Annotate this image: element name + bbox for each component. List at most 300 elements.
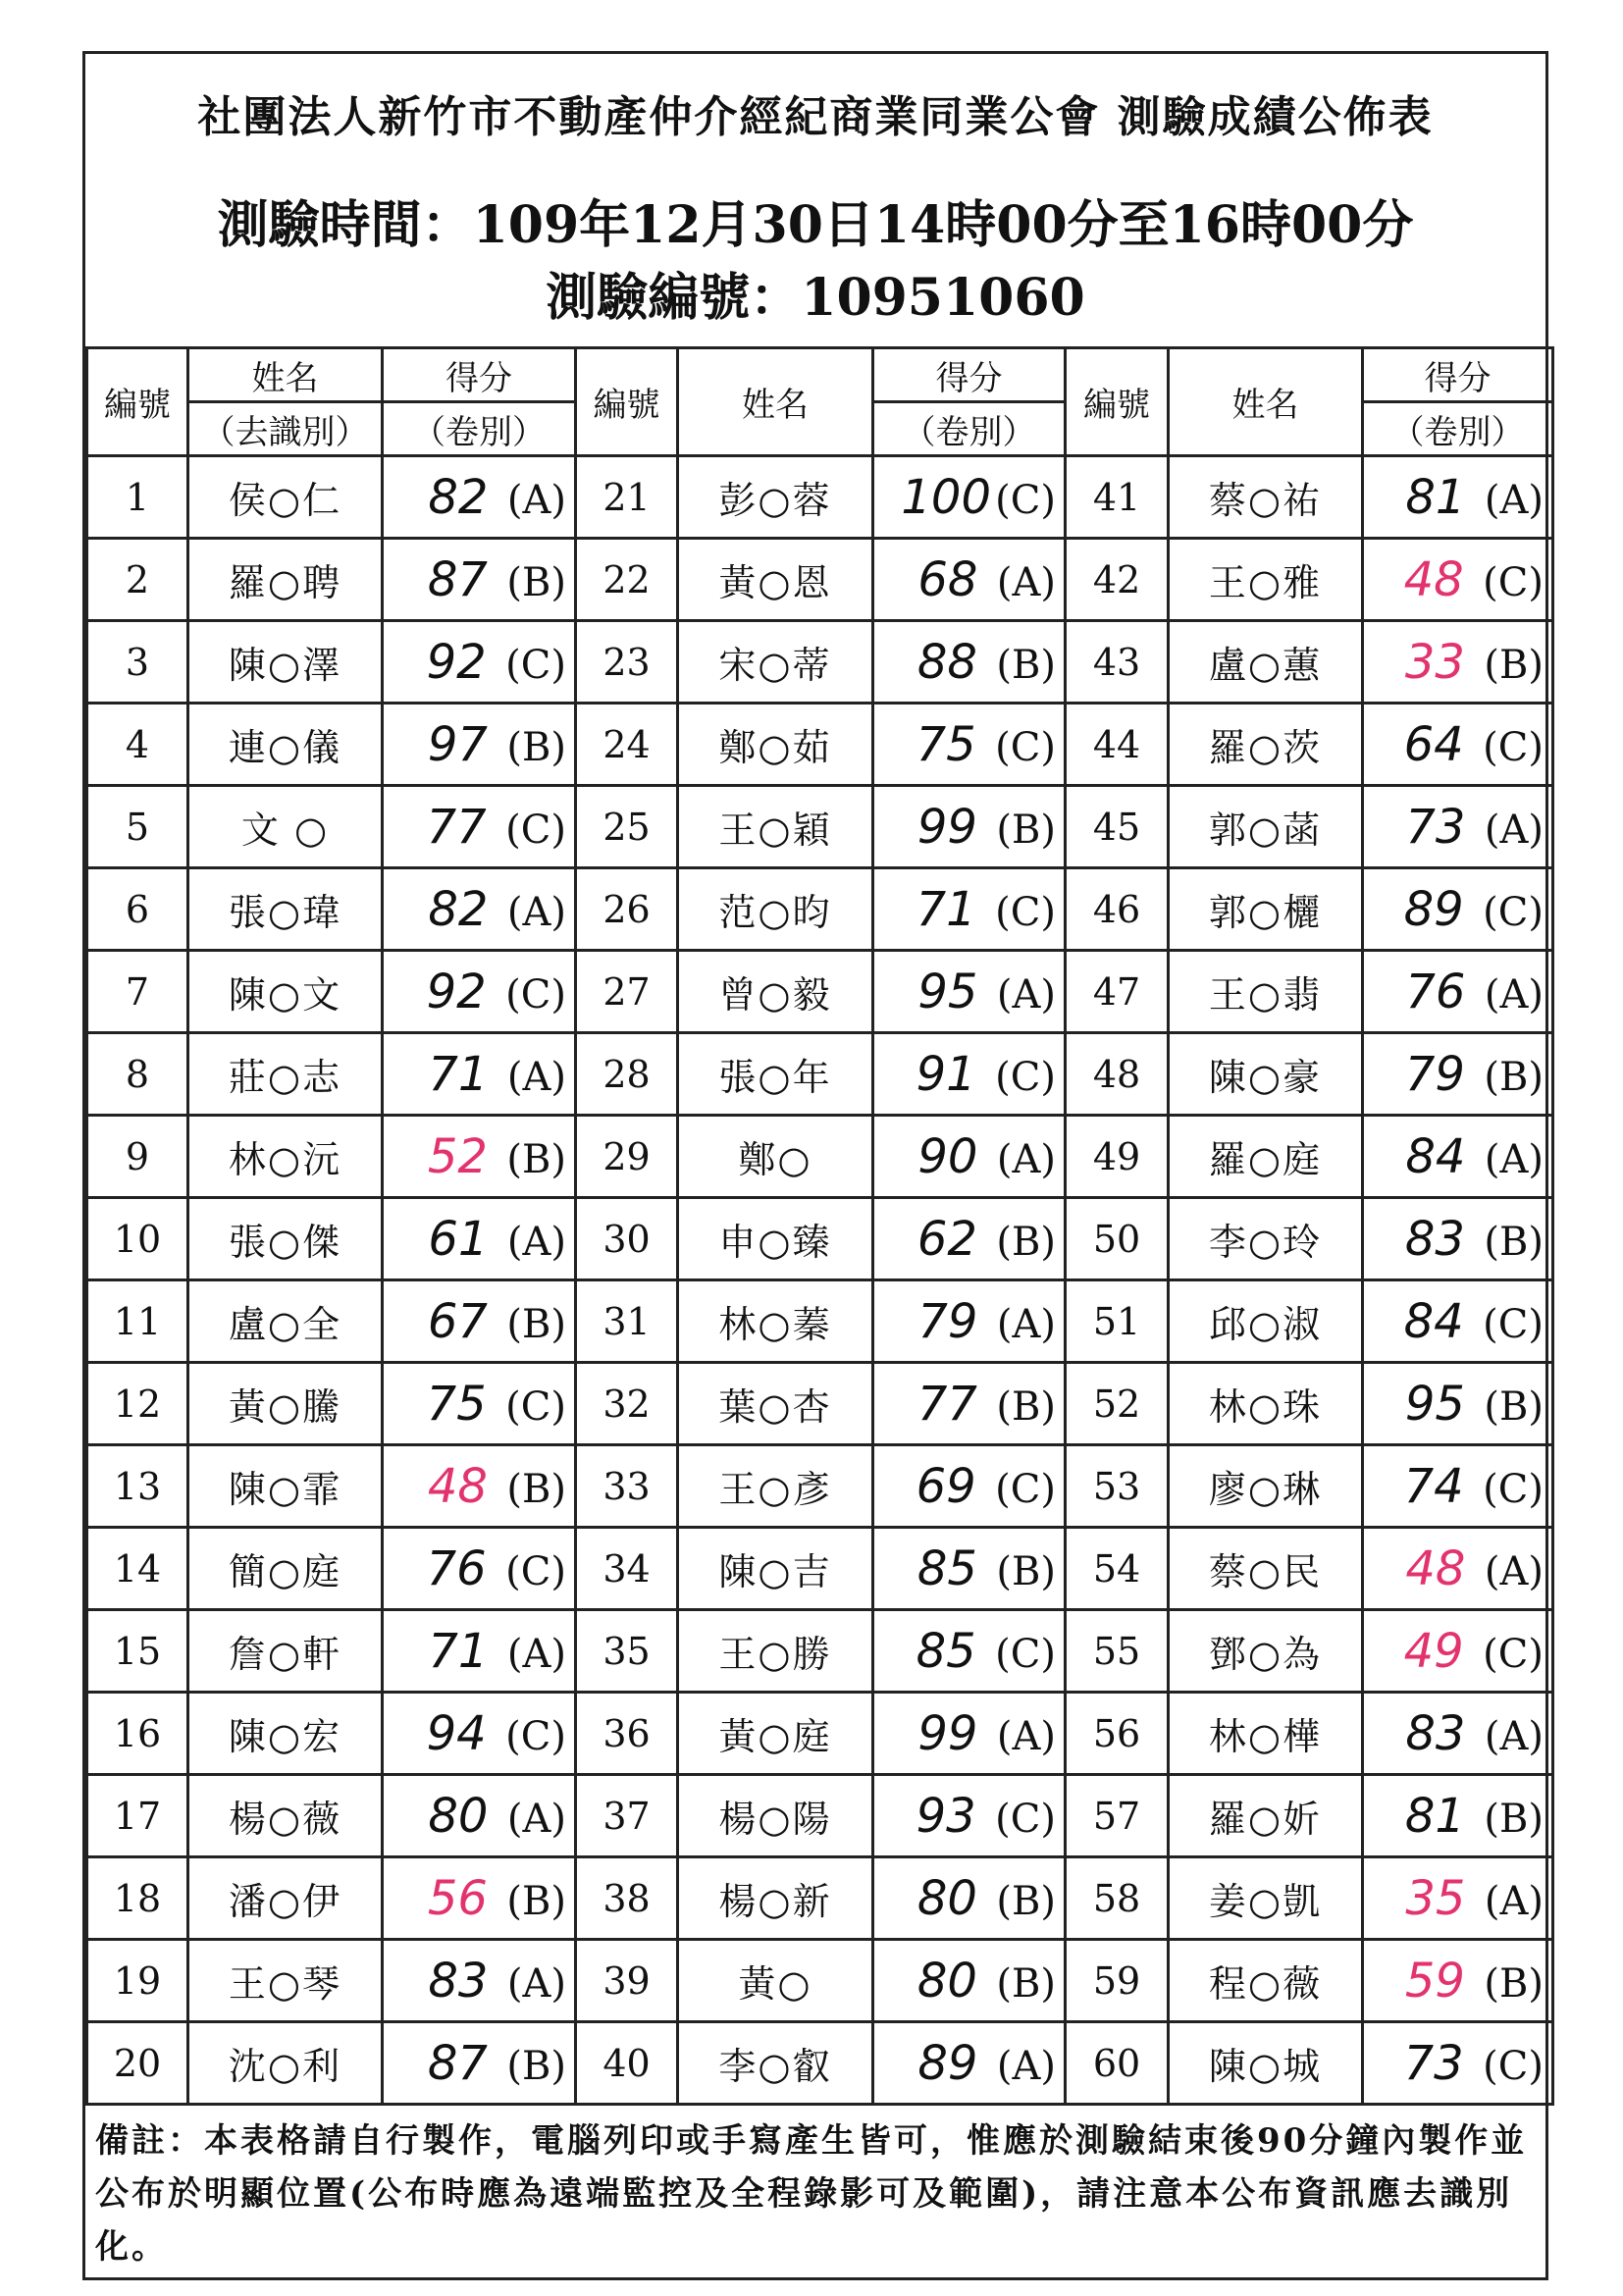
score-cell xyxy=(873,1116,1066,1198)
paper-type: (A) xyxy=(506,889,566,935)
paper-type: (A) xyxy=(996,2043,1056,2089)
row-number: 10 xyxy=(87,1198,188,1280)
score-value: 71 xyxy=(428,1046,489,1102)
score-cell xyxy=(873,704,1066,786)
row-number: 33 xyxy=(576,1445,678,1528)
score-value: 64 xyxy=(1403,716,1464,772)
paper-type: (B) xyxy=(996,1548,1056,1594)
score-value: 48 xyxy=(1405,1540,1466,1596)
row-number: 4 xyxy=(87,704,188,786)
row-number: 19 xyxy=(87,1940,188,2022)
score-value: 95 xyxy=(917,964,978,1019)
score-cell xyxy=(1363,1528,1553,1610)
score-value: 48 xyxy=(1403,551,1464,607)
sheet-header xyxy=(85,54,1545,349)
row-number: 36 xyxy=(576,1693,678,1775)
paper-type: (B) xyxy=(1484,1054,1544,1100)
score-value: 73 xyxy=(1403,2035,1464,2091)
examinee-name: 王○穎 xyxy=(678,786,873,868)
paper-type: (C) xyxy=(995,1796,1056,1842)
exam-time: 測驗時間：109年12月30日14時00分至16時00分 xyxy=(217,195,1414,255)
paper-type: (B) xyxy=(996,1219,1056,1265)
row-number: 48 xyxy=(1066,1033,1169,1116)
score-cell xyxy=(383,1528,576,1610)
row-number: 46 xyxy=(1066,868,1169,951)
exam-code: 測驗編號：10951060 xyxy=(546,268,1085,328)
paper-type: (B) xyxy=(506,2043,566,2089)
examinee-name: 宋○蒂 xyxy=(678,621,873,704)
paper-type: (C) xyxy=(995,1054,1056,1100)
row-number: 22 xyxy=(576,539,678,621)
score-cell xyxy=(1363,2022,1553,2105)
score-value: 90 xyxy=(917,1128,978,1184)
score-cell xyxy=(1363,1693,1553,1775)
row-number: 29 xyxy=(576,1116,678,1198)
score-value: 79 xyxy=(917,1293,978,1349)
score-value: 76 xyxy=(1405,964,1466,1019)
examinee-name: 林○珠 xyxy=(1169,1363,1363,1445)
score-value: 87 xyxy=(427,2035,488,2091)
score-value: 56 xyxy=(427,1870,488,1926)
row-number: 41 xyxy=(1066,456,1169,539)
row-number: 13 xyxy=(87,1445,188,1528)
score-cell xyxy=(873,621,1066,704)
row-number: 27 xyxy=(576,951,678,1033)
paper-type: (A) xyxy=(996,559,1056,605)
col-name: 姓名 xyxy=(188,348,383,402)
examinee-name: 盧○全 xyxy=(188,1280,383,1363)
score-value: 82 xyxy=(428,469,489,525)
row-number: 42 xyxy=(1066,539,1169,621)
row-number: 26 xyxy=(576,868,678,951)
row-number: 43 xyxy=(1066,621,1169,704)
score-cell xyxy=(873,1445,1066,1528)
paper-type: (C) xyxy=(995,477,1056,523)
score-value: 81 xyxy=(1404,1788,1465,1844)
score-value: 84 xyxy=(1405,1128,1466,1184)
score-cell xyxy=(873,1033,1066,1116)
examinee-name: 文 ○ xyxy=(188,786,383,868)
paper-type: (B) xyxy=(996,807,1056,853)
score-cell xyxy=(1363,951,1553,1033)
examinee-name: 莊○志 xyxy=(188,1033,383,1116)
row-number: 11 xyxy=(87,1280,188,1363)
paper-type: (B) xyxy=(996,1878,1056,1924)
paper-type: (B) xyxy=(1484,1219,1544,1265)
score-cell xyxy=(873,1693,1066,1775)
paper-type: (A) xyxy=(1484,477,1544,523)
examinee-name: 陳○霏 xyxy=(188,1445,383,1528)
examinee-name: 廖○琳 xyxy=(1169,1445,1363,1528)
table-row xyxy=(87,1363,1553,1445)
score-value: 83 xyxy=(428,1953,489,2009)
row-number: 54 xyxy=(1066,1528,1169,1610)
score-cell xyxy=(1363,786,1553,868)
score-value: 33 xyxy=(1404,634,1465,690)
score-value: 91 xyxy=(916,1046,976,1102)
score-cell xyxy=(1363,1775,1553,1857)
examinee-name: 盧○蕙 xyxy=(1169,621,1363,704)
score-cell xyxy=(383,1693,576,1775)
paper-type: (B) xyxy=(506,1466,566,1512)
score-cell xyxy=(1363,456,1553,539)
score-value: 74 xyxy=(1403,1458,1464,1514)
paper-type: (C) xyxy=(1483,1631,1544,1677)
examinee-name: 郭○菡 xyxy=(1169,786,1363,868)
row-number: 47 xyxy=(1066,951,1169,1033)
examinee-name: 沈○利 xyxy=(188,2022,383,2105)
score-cell xyxy=(873,1940,1066,2022)
score-cell xyxy=(873,1775,1066,1857)
paper-type: (B) xyxy=(506,1301,566,1347)
paper-type: (C) xyxy=(1483,2043,1544,2089)
paper-type: (B) xyxy=(506,1878,566,1924)
score-cell xyxy=(383,786,576,868)
paper-type: (A) xyxy=(506,1796,566,1842)
score-value: 88 xyxy=(916,634,977,690)
examinee-name: 鄭○茹 xyxy=(678,704,873,786)
score-cell xyxy=(383,1198,576,1280)
paper-type: (A) xyxy=(506,1960,566,2007)
examinee-name: 張○瑋 xyxy=(188,868,383,951)
score-cell xyxy=(873,456,1066,539)
score-cell xyxy=(383,1775,576,1857)
score-cell xyxy=(383,456,576,539)
examinee-name: 申○臻 xyxy=(678,1198,873,1280)
score-value: 75 xyxy=(916,716,976,772)
row-number: 2 xyxy=(87,539,188,621)
score-value: 84 xyxy=(1403,1293,1464,1349)
paper-type: (A) xyxy=(1484,1548,1544,1594)
paper-type: (C) xyxy=(995,1631,1056,1677)
score-cell xyxy=(1363,1116,1553,1198)
table-row xyxy=(87,1116,1553,1198)
row-number: 5 xyxy=(87,786,188,868)
paper-type: (C) xyxy=(505,807,566,853)
row-number: 28 xyxy=(576,1033,678,1116)
examinee-name: 程○薇 xyxy=(1169,1940,1363,2022)
row-number: 49 xyxy=(1066,1116,1169,1198)
score-cell xyxy=(873,951,1066,1033)
score-value: 95 xyxy=(1404,1376,1465,1432)
table-row xyxy=(87,456,1553,539)
examinee-name: 侯○仁 xyxy=(188,456,383,539)
examinee-name: 王○勝 xyxy=(678,1610,873,1693)
sheet-title: 社團法人新竹市不動產仲介經紀商業同業公會 測驗成績公佈表 xyxy=(197,92,1434,142)
row-number: 15 xyxy=(87,1610,188,1693)
paper-type: (C) xyxy=(505,1548,566,1594)
score-value: 59 xyxy=(1404,1953,1465,2009)
score-value: 92 xyxy=(426,964,487,1019)
examinee-name: 蔡○民 xyxy=(1169,1528,1363,1610)
paper-type: (A) xyxy=(506,1054,566,1100)
score-cell xyxy=(873,1610,1066,1693)
row-number: 51 xyxy=(1066,1280,1169,1363)
table-row xyxy=(87,951,1553,1033)
paper-type: (A) xyxy=(996,971,1056,1018)
score-cell xyxy=(1363,1363,1553,1445)
score-value: 85 xyxy=(916,1540,977,1596)
table-row xyxy=(87,1528,1553,1610)
row-number: 35 xyxy=(576,1610,678,1693)
table-row xyxy=(87,1198,1553,1280)
score-cell xyxy=(383,1940,576,2022)
paper-type: (B) xyxy=(506,559,566,605)
score-sheet xyxy=(82,51,1548,2280)
score-cell xyxy=(1363,1857,1553,1940)
col-number: 編號 xyxy=(576,348,678,456)
paper-type: (B) xyxy=(506,1136,566,1182)
examinee-name: 連○儀 xyxy=(188,704,383,786)
examinee-name: 王○彥 xyxy=(678,1445,873,1528)
row-number: 23 xyxy=(576,621,678,704)
score-value: 52 xyxy=(427,1128,488,1184)
score-cell xyxy=(873,1528,1066,1610)
score-value: 80 xyxy=(916,1953,977,2009)
col-score: 得分 xyxy=(383,348,576,402)
footer-note: 備註：本表格請自行製作，電腦列印或手寫產生皆可，惟應於測驗結束後90分鐘內製作並公布於明顯位置(公布時應為遠端監控及全程錄影可及範圍)，請注意本公布資訊應去識別化。 xyxy=(95,2121,1528,2267)
row-number: 52 xyxy=(1066,1363,1169,1445)
paper-type: (C) xyxy=(505,642,566,688)
examinee-name: 李○叡 xyxy=(678,2022,873,2105)
row-number: 25 xyxy=(576,786,678,868)
score-value: 79 xyxy=(1404,1046,1465,1102)
row-number: 53 xyxy=(1066,1445,1169,1528)
row-number: 14 xyxy=(87,1528,188,1610)
examinee-name: 姜○凱 xyxy=(1169,1857,1363,1940)
row-number: 12 xyxy=(87,1363,188,1445)
score-value: 87 xyxy=(427,551,488,607)
score-value: 77 xyxy=(426,799,487,855)
examinee-name: 陳○文 xyxy=(188,951,383,1033)
examinee-name: 簡○庭 xyxy=(188,1528,383,1610)
paper-type: (B) xyxy=(996,1960,1056,2007)
score-value: 83 xyxy=(1404,1211,1465,1267)
score-value: 75 xyxy=(426,1376,487,1432)
examinee-name: 彭○蓉 xyxy=(678,456,873,539)
paper-type: (A) xyxy=(506,477,566,523)
row-number: 31 xyxy=(576,1280,678,1363)
score-cell xyxy=(383,1280,576,1363)
row-number: 56 xyxy=(1066,1693,1169,1775)
score-value: 69 xyxy=(916,1458,976,1514)
examinee-name: 楊○新 xyxy=(678,1857,873,1940)
examinee-name: 黃○恩 xyxy=(678,539,873,621)
examinee-name: 張○年 xyxy=(678,1033,873,1116)
table-row xyxy=(87,539,1553,621)
row-number: 37 xyxy=(576,1775,678,1857)
examinee-name: 羅○妡 xyxy=(1169,1775,1363,1857)
examinee-name: 陳○城 xyxy=(1169,2022,1363,2105)
score-value: 76 xyxy=(426,1540,487,1596)
row-number: 1 xyxy=(87,456,188,539)
examinee-name: 邱○淑 xyxy=(1169,1280,1363,1363)
row-number: 58 xyxy=(1066,1857,1169,1940)
row-number: 50 xyxy=(1066,1198,1169,1280)
paper-type: (C) xyxy=(1483,889,1544,935)
paper-type: (C) xyxy=(505,1713,566,1759)
score-value: 81 xyxy=(1405,469,1466,525)
table-row xyxy=(87,2022,1553,2105)
table-row xyxy=(87,1610,1553,1693)
score-cell xyxy=(1363,1940,1553,2022)
paper-type: (A) xyxy=(1484,807,1544,853)
score-value: 61 xyxy=(428,1211,489,1267)
score-cell xyxy=(873,1857,1066,1940)
score-value: 67 xyxy=(427,1293,488,1349)
score-cell xyxy=(383,1363,576,1445)
score-value: 62 xyxy=(916,1211,977,1267)
score-cell xyxy=(873,786,1066,868)
score-cell xyxy=(1363,1198,1553,1280)
examinee-name: 李○玲 xyxy=(1169,1198,1363,1280)
score-cell xyxy=(873,1280,1066,1363)
row-number: 17 xyxy=(87,1775,188,1857)
paper-type: (A) xyxy=(996,1136,1056,1182)
examinee-name: 林○樺 xyxy=(1169,1693,1363,1775)
row-number: 9 xyxy=(87,1116,188,1198)
row-number: 40 xyxy=(576,2022,678,2105)
examinee-name: 詹○軒 xyxy=(188,1610,383,1693)
row-number: 55 xyxy=(1066,1610,1169,1693)
col-name: 姓名 xyxy=(678,348,873,456)
col-score-sub: （卷別） xyxy=(873,402,1066,456)
examinee-name: 陳○宏 xyxy=(188,1693,383,1775)
score-cell xyxy=(1363,621,1553,704)
examinee-name: 潘○伊 xyxy=(188,1857,383,1940)
score-cell xyxy=(383,868,576,951)
paper-type: (B) xyxy=(996,642,1056,688)
examinee-name: 羅○聘 xyxy=(188,539,383,621)
score-cell xyxy=(383,1445,576,1528)
row-number: 18 xyxy=(87,1857,188,1940)
table-row xyxy=(87,1445,1553,1528)
row-number: 21 xyxy=(576,456,678,539)
row-number: 7 xyxy=(87,951,188,1033)
paper-type: (A) xyxy=(506,1631,566,1677)
score-value: 48 xyxy=(427,1458,488,1514)
score-value: 68 xyxy=(917,551,978,607)
score-value: 49 xyxy=(1403,1623,1464,1679)
score-value: 93 xyxy=(916,1788,976,1844)
table-row xyxy=(87,621,1553,704)
examinee-name: 王○琴 xyxy=(188,1940,383,2022)
score-value: 100 xyxy=(901,469,991,525)
paper-type: (B) xyxy=(1484,1796,1544,1842)
table-row xyxy=(87,1280,1553,1363)
row-number: 39 xyxy=(576,1940,678,2022)
row-number: 8 xyxy=(87,1033,188,1116)
examinee-name: 范○昀 xyxy=(678,868,873,951)
examinee-name: 楊○陽 xyxy=(678,1775,873,1857)
col-score-sub: （卷別） xyxy=(1363,402,1553,456)
score-value: 71 xyxy=(916,881,976,937)
examinee-name: 陳○豪 xyxy=(1169,1033,1363,1116)
score-cell xyxy=(1363,704,1553,786)
col-score-sub: （卷別） xyxy=(383,402,576,456)
row-number: 44 xyxy=(1066,704,1169,786)
examinee-name: 王○雅 xyxy=(1169,539,1363,621)
score-value: 94 xyxy=(426,1705,487,1761)
paper-type: (C) xyxy=(995,724,1056,770)
score-cell xyxy=(383,1610,576,1693)
examinee-name: 林○蓁 xyxy=(678,1280,873,1363)
score-cell xyxy=(1363,1280,1553,1363)
examinee-name: 林○沅 xyxy=(188,1116,383,1198)
score-cell xyxy=(1363,539,1553,621)
paper-type: (C) xyxy=(995,1466,1056,1512)
row-number: 3 xyxy=(87,621,188,704)
score-cell xyxy=(1363,1445,1553,1528)
score-value: 80 xyxy=(916,1870,977,1926)
paper-type: (A) xyxy=(1484,971,1544,1018)
score-value: 92 xyxy=(426,634,487,690)
examinee-name: 鄧○為 xyxy=(1169,1610,1363,1693)
examinee-name: 曾○毅 xyxy=(678,951,873,1033)
score-value: 97 xyxy=(427,716,488,772)
row-number: 6 xyxy=(87,868,188,951)
examinee-name: 蔡○祐 xyxy=(1169,456,1363,539)
score-cell xyxy=(383,704,576,786)
row-number: 32 xyxy=(576,1363,678,1445)
table-row xyxy=(87,704,1553,786)
score-cell xyxy=(873,868,1066,951)
examinee-name: 羅○庭 xyxy=(1169,1116,1363,1198)
score-cell xyxy=(1363,1033,1553,1116)
score-cell xyxy=(873,1198,1066,1280)
score-value: 89 xyxy=(1403,881,1464,937)
col-score: 得分 xyxy=(1363,348,1553,402)
paper-type: (A) xyxy=(506,1219,566,1265)
paper-type: (A) xyxy=(1484,1136,1544,1182)
paper-type: (B) xyxy=(1484,1383,1544,1430)
examinee-name: 鄭○ xyxy=(678,1116,873,1198)
score-cell xyxy=(1363,1610,1553,1693)
col-number: 編號 xyxy=(1066,348,1169,456)
score-cell xyxy=(383,951,576,1033)
paper-type: (A) xyxy=(996,1301,1056,1347)
paper-type: (C) xyxy=(1483,559,1544,605)
paper-type: (B) xyxy=(1484,1960,1544,2007)
score-value: 35 xyxy=(1405,1870,1466,1926)
score-value: 83 xyxy=(1405,1705,1466,1761)
paper-type: (A) xyxy=(1484,1713,1544,1759)
paper-type: (C) xyxy=(995,889,1056,935)
table-row xyxy=(87,1693,1553,1775)
table-row xyxy=(87,1775,1553,1857)
examinee-name: 張○傑 xyxy=(188,1198,383,1280)
row-number: 16 xyxy=(87,1693,188,1775)
row-number: 60 xyxy=(1066,2022,1169,2105)
row-number: 20 xyxy=(87,2022,188,2105)
score-value: 99 xyxy=(917,1705,978,1761)
table-row xyxy=(87,1857,1553,1940)
examinee-name: 陳○澤 xyxy=(188,621,383,704)
table-row xyxy=(87,1033,1553,1116)
table-row xyxy=(87,868,1553,951)
paper-type: (B) xyxy=(1484,642,1544,688)
examinee-name: 羅○茨 xyxy=(1169,704,1363,786)
score-value: 73 xyxy=(1405,799,1466,855)
examinee-name: 王○翡 xyxy=(1169,951,1363,1033)
header-row xyxy=(87,348,1553,402)
examinee-name: 葉○杏 xyxy=(678,1363,873,1445)
score-cell xyxy=(383,621,576,704)
row-number: 57 xyxy=(1066,1775,1169,1857)
score-cell xyxy=(873,1363,1066,1445)
row-number: 24 xyxy=(576,704,678,786)
examinee-name: 楊○薇 xyxy=(188,1775,383,1857)
